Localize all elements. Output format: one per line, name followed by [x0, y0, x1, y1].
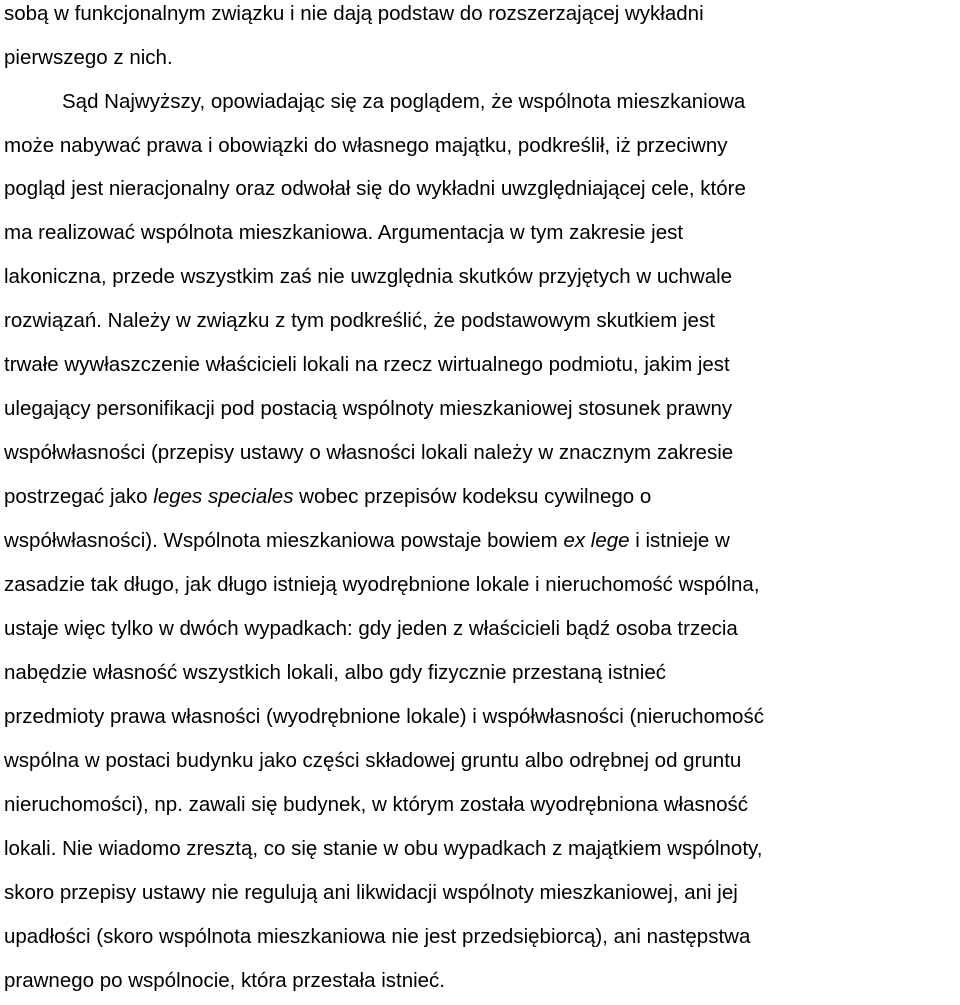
text-line: trwałe wywłaszczenie właścicieli lokali na rzecz wirtualnego podmiotu, jakim jest [4, 353, 730, 376]
text-line: skoro przepisy ustawy nie regulują ani likwidacji wspólnoty mieszkaniowej, ani jej [4, 881, 738, 904]
text-line: nieruchomości), np. zawali się budynek, w którym została wyodrębniona własność [4, 793, 749, 816]
italic-term: ex lege [563, 529, 630, 552]
text-line: pierwszego z nich. [4, 46, 173, 69]
text-line: ustaje więc tylko w dwóch wypadkach: gdy jeden z właścicieli bądź osoba trzecia [4, 617, 738, 640]
text-line: upadłości (skoro wspólnota mieszkaniowa nie jest przedsiębiorcą), ani następstwa [4, 925, 751, 948]
text-line: sobą w funkcjonalnym związku i nie dają podstaw do rozszerzającej wykładni [4, 2, 704, 25]
text-run: wobec przepisów kodeksu cywilnego o [293, 485, 652, 508]
italic-term: leges speciales [153, 485, 294, 508]
text-run: i istnieje w [629, 529, 730, 552]
paragraph-first-line: Sąd Najwyższy, opowiadając się za poglądem, że wspólnota mieszkaniowa [62, 90, 746, 113]
text-line: może nabywać prawa i obowiązki do własnego majątku, podkreślił, iż przeciwny [4, 134, 728, 157]
text-line: wspólna w postaci budynku jako części składowej gruntu albo odrębnej od gruntu [4, 749, 742, 772]
text-line: rozwiązań. Należy w związku z tym podkreślić, że podstawowym skutkiem jest [4, 309, 715, 332]
text-line: zasadzie tak długo, jak długo istnieją wyodrębnione lokale i nieruchomość wspólna, [4, 573, 760, 596]
text-run: współwłasności). Wspólnota mieszkaniowa powstaje bowiem [4, 529, 564, 552]
text-line: prawnego po wspólnocie, która przestała istnieć. [4, 969, 445, 992]
text-line: współwłasności (przepisy ustawy o własności lokali należy w znacznym zakresie [4, 441, 734, 464]
text-run: postrzegać jako [4, 485, 154, 508]
text-line: lokali. Nie wiadomo zresztą, co się stanie w obu wypadkach z majątkiem wspólnoty, [4, 837, 763, 860]
text-line: pogląd jest nieracjonalny oraz odwołał się do wykładni uwzględniającej cele, które [4, 177, 746, 200]
text-line: ulegający personifikacji pod postacią wspólnoty mieszkaniowej stosunek prawny [4, 397, 733, 420]
text-line: lakoniczna, przede wszystkim zaś nie uwzględnia skutków przyjętych w uchwale [4, 265, 733, 288]
text-line [4, 528, 730, 554]
text-line: ma realizować wspólnota mieszkaniowa. Argumentacja w tym zakresie jest [4, 221, 684, 244]
text-line: przedmioty prawa własności (wyodrębnione lokale) i współwłasności (nieruchomość [4, 705, 764, 728]
text-line: nabędzie własność wszystkich lokali, albo gdy fizycznie przestaną istnieć [4, 661, 667, 684]
text-line [4, 484, 651, 510]
